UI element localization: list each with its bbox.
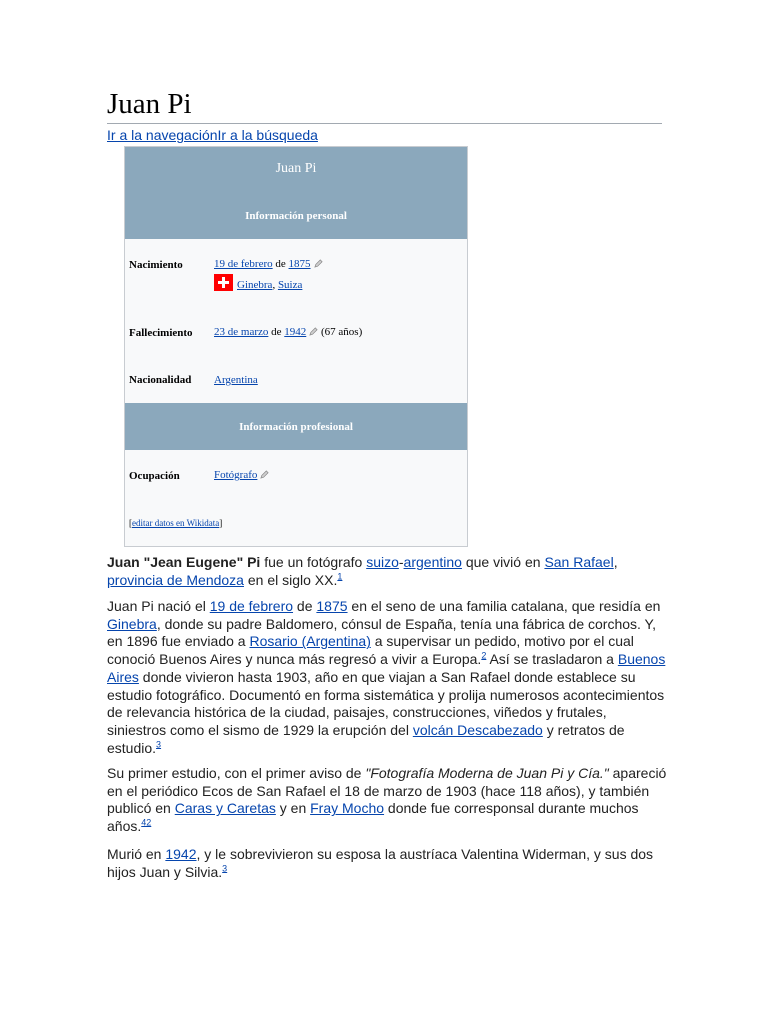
- death-de-text: de: [268, 326, 285, 338]
- reference-link[interactable]: 1: [337, 571, 343, 582]
- nationality-link[interactable]: Argentina: [214, 374, 258, 386]
- wikidata-edit: [129, 518, 222, 528]
- birth-label: Nacimiento: [129, 259, 183, 271]
- death-age: (67 años): [318, 326, 363, 338]
- occupation-link[interactable]: Fotógrafo: [214, 469, 258, 481]
- link-death-year[interactable]: 1942: [165, 846, 197, 862]
- pencil-icon[interactable]: [260, 470, 269, 479]
- reference-link[interactable]: 3: [222, 863, 228, 874]
- link-buenos-aires[interactable]: Buenos Aires: [107, 651, 666, 685]
- occupation-label: Ocupación: [129, 470, 180, 482]
- text-span: y en: [275, 800, 311, 817]
- pencil-icon[interactable]: [309, 327, 318, 336]
- skip-to-search-link[interactable]: Ir a la búsqueda: [217, 127, 318, 143]
- paragraph-studio: [107, 765, 667, 836]
- edit-wikidata-link[interactable]: editar datos en Wikidata: [132, 518, 220, 528]
- jump-links: [107, 127, 318, 143]
- infobox-header: [125, 147, 467, 239]
- birth-place: [214, 274, 302, 291]
- skip-to-navigation-link[interactable]: Ir a la navegación: [107, 127, 218, 143]
- paragraph-death: [107, 846, 667, 881]
- reference-link[interactable]: 2: [481, 650, 487, 661]
- nationality-label: Nacionalidad: [129, 374, 192, 386]
- birth-year-link[interactable]: 1875: [288, 258, 311, 270]
- link-ginebra[interactable]: Ginebra: [107, 615, 157, 632]
- text-span: y retratos de estudio.: [107, 721, 625, 756]
- text-span: de: [293, 598, 317, 614]
- link-birth-year[interactable]: 1875: [316, 598, 348, 614]
- subject-name: Juan "Jean Eugene" Pi: [107, 554, 261, 570]
- text-span: , donde su padre Baldomero, cónsul de España, tenía una fábrica de corchos. Y, en 1896 fue enviado a: [107, 615, 656, 650]
- paragraph-intro: [107, 554, 667, 589]
- infobox-name: Juan Pi: [275, 161, 317, 176]
- birth-place-separator: ,: [272, 279, 278, 291]
- infobox-personal-header: Información personal: [245, 210, 347, 222]
- text-span: -: [398, 554, 404, 570]
- link-rosario[interactable]: Rosario (Argentina): [249, 633, 371, 650]
- infobox: [124, 146, 468, 547]
- text-span: a supervisar un pedido, motivo por el cual conoció Buenos Aires y nunca más regresó a vivir a Europa.: [107, 633, 634, 668]
- birth-value: [214, 258, 323, 270]
- text-span: apareció en el periódico Ecos de San Rafael el 18 de marzo de 1903 (hace 118 años), y también publicó en: [107, 765, 667, 817]
- infobox-professional-header-label: Información profesional: [239, 421, 353, 433]
- death-year-link[interactable]: 1942: [284, 326, 307, 338]
- link-volcan-descabezado[interactable]: volcán Descabezado: [412, 721, 543, 738]
- link-provincia-mendoza[interactable]: provincia de Mendoza: [107, 571, 244, 588]
- birth-de-text: de: [272, 258, 289, 270]
- link-san-rafael[interactable]: San Rafael: [544, 554, 614, 570]
- link-fray-mocho[interactable]: Fray Mocho: [310, 800, 385, 817]
- text-span: Juan Pi nació el: [107, 598, 210, 614]
- text-span: Así se trasladaron a: [486, 651, 618, 668]
- birth-city-link[interactable]: Ginebra: [237, 279, 273, 291]
- text-span: Su primer estudio, con el primer aviso de: [107, 765, 366, 781]
- link-argentino[interactable]: argentino: [403, 554, 462, 570]
- occupation-value: [214, 469, 269, 481]
- text-span: donde vivieron hasta 1903, año en que viajan a San Rafael donde establece su estudio fotográfico. Documentó en forma sistemática y prolija numerosos acontecimientos de relevancia histórica de la ciudad, paisajes, construcciones, viñedos y frutales, siniestros como el sismo de 1929 la erupción del: [107, 668, 665, 738]
- link-caras-y-caretas[interactable]: Caras y Caretas: [174, 800, 276, 817]
- text-span: Murió en: [107, 846, 166, 862]
- reference-link[interactable]: 3: [156, 738, 162, 749]
- studio-ad-quote: "Fotografía Moderna de Juan Pi y Cía.": [365, 765, 609, 781]
- text-span: que vivió en: [461, 554, 545, 570]
- text-span: donde fue corresponsal durante muchos años.: [107, 800, 639, 835]
- link-suizo[interactable]: suizo: [366, 554, 399, 570]
- bracket-close: ]: [219, 518, 223, 528]
- reference-link[interactable]: 42: [141, 817, 152, 828]
- bracket-open: [: [129, 518, 132, 528]
- page-title: Juan Pi: [107, 88, 192, 120]
- text-span: ,: [613, 554, 618, 570]
- pencil-icon[interactable]: [314, 259, 323, 268]
- paragraph-biography: [107, 598, 667, 757]
- death-value: [214, 326, 362, 338]
- death-date-link[interactable]: 23 de marzo: [214, 326, 269, 338]
- title-divider: [107, 123, 662, 124]
- infobox-professional-header: [125, 403, 467, 450]
- link-birth-date[interactable]: 19 de febrero: [209, 598, 294, 614]
- swiss-flag-icon: [214, 274, 233, 291]
- text-span: , y le sobrevivieron su esposa la austríaca Valentina Widerman, y sus dos hijos Juan y Silvia.: [107, 846, 654, 880]
- text-span: en el seno de una familia catalana, que residía en: [347, 598, 661, 614]
- birth-country-link[interactable]: Suiza: [277, 279, 303, 291]
- text-span: fue un fotógrafo: [260, 554, 367, 570]
- death-label: Fallecimiento: [129, 327, 193, 339]
- birth-date-link[interactable]: 19 de febrero: [214, 258, 273, 270]
- text-span: en el siglo XX.: [243, 571, 338, 588]
- nationality-value: [214, 374, 258, 386]
